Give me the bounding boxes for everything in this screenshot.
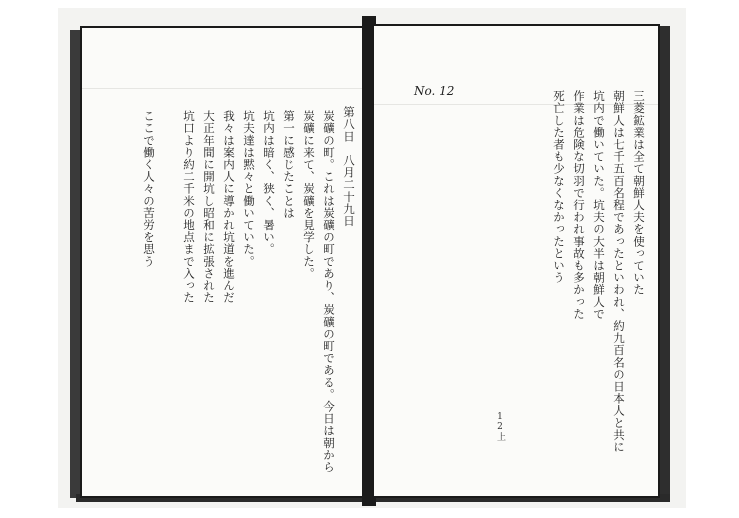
- folio-mark: 12上: [495, 412, 505, 441]
- left-column-8: 坑口より約二千米の地点まで入った: [182, 110, 196, 304]
- right-column-5: 死亡した者も少なくなかったという: [552, 90, 566, 284]
- right-page: [372, 24, 660, 498]
- left-page: [80, 26, 366, 498]
- left-column-3: 第一に感じたことは: [282, 110, 296, 219]
- left-column-4: 坑内は暗く、狭く、暑い。: [262, 110, 276, 256]
- page-rule: [82, 88, 364, 89]
- left-column-7: 大正年間に開坑し昭和に拡張された: [202, 110, 216, 304]
- left-column-1: 炭礦の町。これは炭礦の町であり、炭礦の町である。今日は朝から: [322, 110, 336, 473]
- right-column-2: 朝鮮人は七千五百名程であったといわれ、約九百名の日本人と共に: [612, 90, 626, 453]
- left-column-10: ここで働く人々の苦労を思う: [142, 110, 156, 268]
- right-column-1: 三菱鉱業は全て朝鮮人夫を使っていた: [632, 90, 646, 296]
- open-book: [66, 16, 680, 506]
- left-column-5: 坑夫達は黙々と働いていた。: [242, 110, 256, 268]
- left-page-heading: 第八日 八月二十九日: [342, 106, 356, 227]
- right-column-4: 作業は危険な切羽で行われ事故も多かった: [572, 90, 586, 320]
- left-column-6: 我々は案内人に導かれ坑道を進んだ: [222, 110, 236, 304]
- left-column-2: 炭礦に来て、炭礦を見学した。: [302, 110, 316, 280]
- right-column-3: 坑内で働いていた。坑夫の大半は朝鮮人で: [592, 90, 606, 320]
- page-number: No. 12: [414, 84, 455, 98]
